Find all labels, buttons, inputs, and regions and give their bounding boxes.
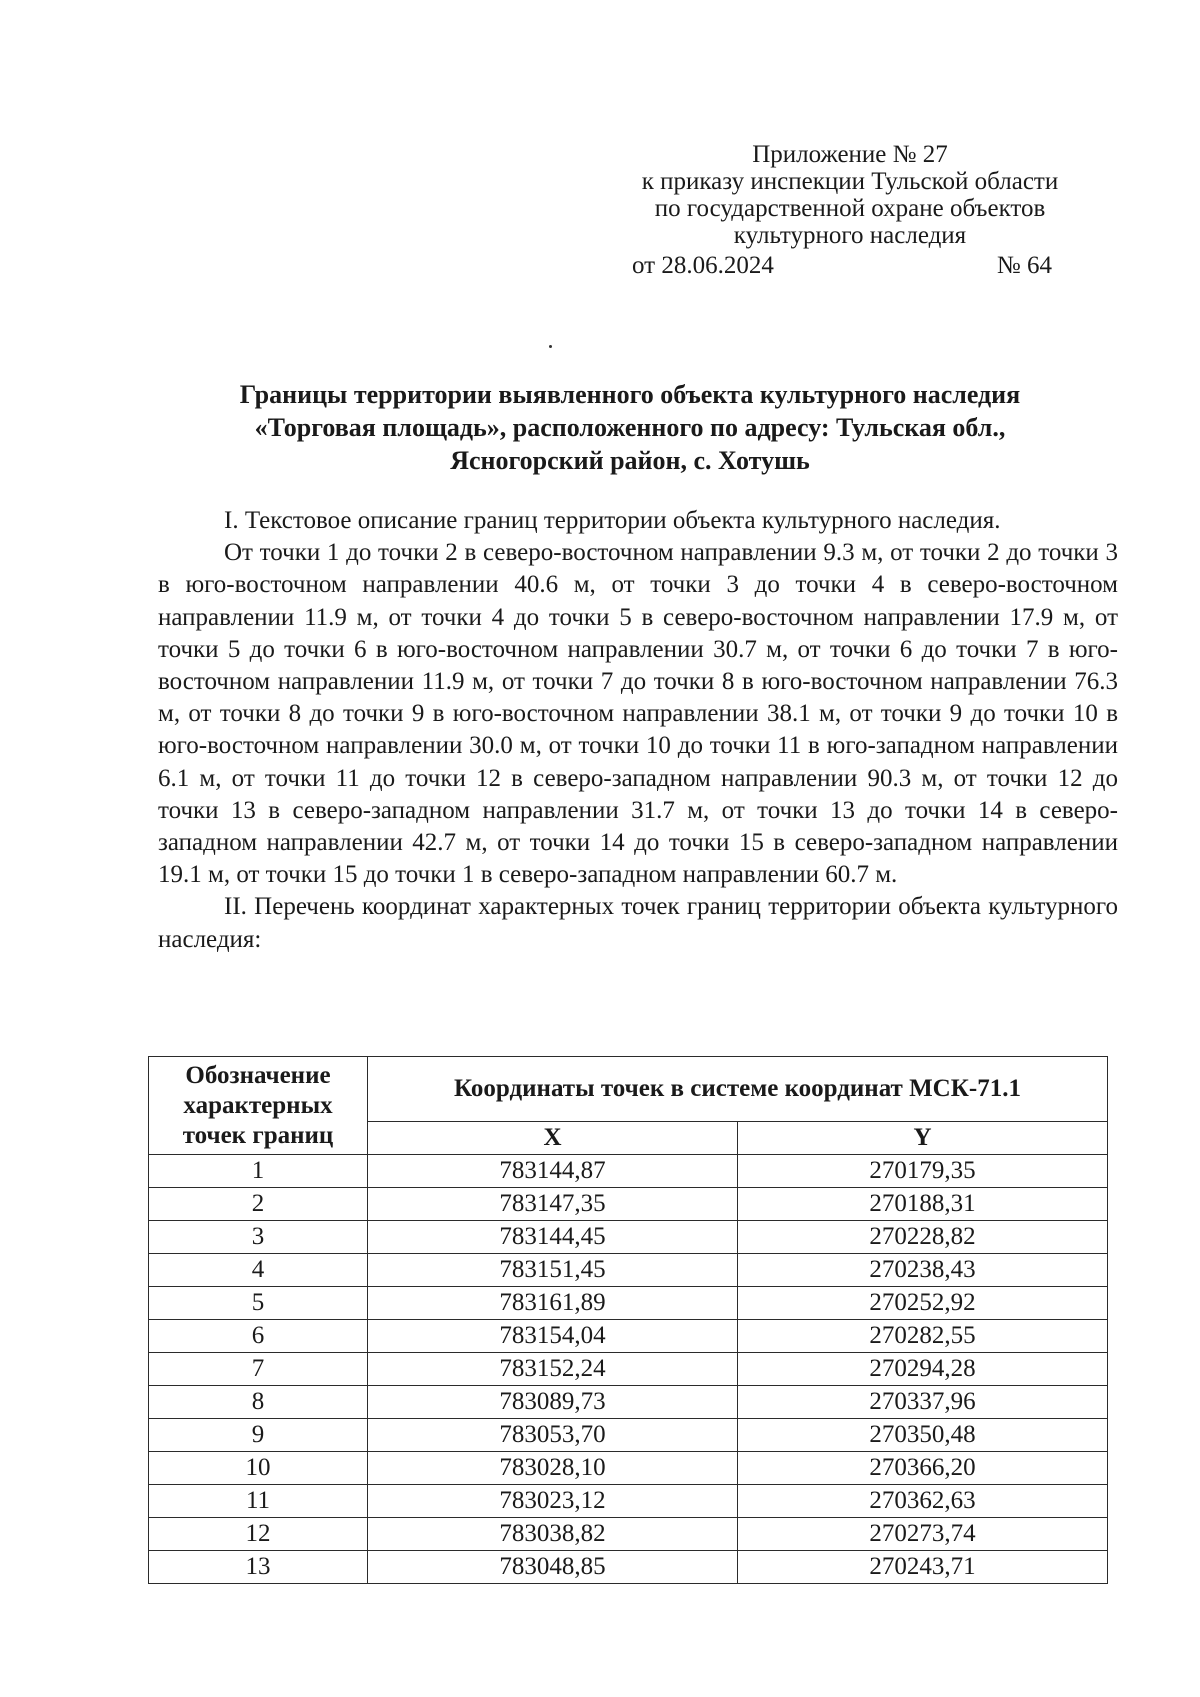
header-line: к приказу инспекции Тульской области [641, 168, 1059, 195]
y-coordinate-cell: 270294,28 [737, 1353, 1107, 1386]
point-number-cell: 8 [149, 1386, 368, 1419]
x-coordinate-cell: 783023,12 [368, 1485, 738, 1518]
point-number-cell: 1 [149, 1155, 368, 1188]
table-row [149, 1287, 1108, 1320]
table-row [149, 1386, 1108, 1419]
x-coordinate-cell: 783053,70 [368, 1419, 738, 1452]
table-row [149, 1551, 1108, 1584]
y-coordinate-cell: 270228,82 [737, 1221, 1107, 1254]
header-line: Приложение № 27 [752, 141, 948, 168]
y-coordinate-cell: 270179,35 [737, 1155, 1107, 1188]
y-coordinate-cell: 270366,20 [737, 1452, 1107, 1485]
x-coordinate-cell: 783089,73 [368, 1386, 738, 1419]
table-row [149, 1452, 1108, 1485]
x-coordinate-cell: 783151,45 [368, 1254, 738, 1287]
x-coordinate-cell: 783154,04 [368, 1320, 738, 1353]
table-row [149, 1221, 1108, 1254]
table-row [149, 1485, 1108, 1518]
point-number-cell: 9 [149, 1419, 368, 1452]
x-coordinate-cell: 783028,10 [368, 1452, 738, 1485]
y-coordinate-cell: 270252,92 [737, 1287, 1107, 1320]
y-coordinate-cell: 270350,48 [737, 1419, 1107, 1452]
point-number-cell: 5 [149, 1287, 368, 1320]
header-line: культурного наследия [733, 222, 967, 249]
table-row [149, 1188, 1108, 1221]
order-date-number [632, 252, 1052, 282]
point-number-cell: 4 [149, 1254, 368, 1287]
y-coordinate-cell: 270282,55 [737, 1320, 1107, 1353]
point-number-cell: 6 [149, 1320, 368, 1353]
y-coordinate-cell: 270188,31 [737, 1188, 1107, 1221]
column-header-point: Обозначение характерных точек границ [149, 1057, 368, 1155]
header-line: по государственной охране объектов [654, 195, 1046, 222]
y-coordinate-cell: 270362,63 [737, 1485, 1107, 1518]
title-line: Границы территории выявленного объекта культурного наследия [239, 380, 1021, 409]
coordinates-table-body [149, 1155, 1108, 1584]
y-coordinate-cell: 270243,71 [737, 1551, 1107, 1584]
appendix-header [590, 141, 1110, 249]
order-number: № 64 [996, 252, 1052, 279]
x-coordinate-cell: 783144,87 [368, 1155, 738, 1188]
y-coordinate-cell: 270337,96 [737, 1386, 1107, 1419]
section-2-heading: II. Перечень координат характерных точек границ территории объекта культурного наследия: [158, 893, 1118, 953]
table-row [149, 1320, 1108, 1353]
table-row [149, 1155, 1108, 1188]
point-number-cell: 3 [149, 1221, 368, 1254]
speck-mark [549, 345, 552, 348]
coordinates-table [148, 1056, 1108, 1584]
point-number-cell: 2 [149, 1188, 368, 1221]
column-header-x: X [368, 1122, 738, 1155]
x-coordinate-cell: 783152,24 [368, 1353, 738, 1386]
point-number-cell: 13 [149, 1551, 368, 1584]
x-coordinate-cell: 783161,89 [368, 1287, 738, 1320]
document-title [160, 378, 1100, 477]
column-header-y: Y [737, 1122, 1107, 1155]
title-line: «Торговая площадь», расположенного по адресу: Тульская обл., [254, 413, 1006, 442]
table-row [149, 1419, 1108, 1452]
table-row [149, 1254, 1108, 1287]
x-coordinate-cell: 783144,45 [368, 1221, 738, 1254]
point-number-cell: 7 [149, 1353, 368, 1386]
table-row [149, 1353, 1108, 1386]
y-coordinate-cell: 270238,43 [737, 1254, 1107, 1287]
x-coordinate-cell: 783147,35 [368, 1188, 738, 1221]
x-coordinate-cell: 783038,82 [368, 1518, 738, 1551]
body-text [158, 505, 1118, 956]
order-date: от 28.06.2024 [632, 252, 774, 279]
table-row [149, 1518, 1108, 1551]
point-number-cell: 11 [149, 1485, 368, 1518]
y-coordinate-cell: 270273,74 [737, 1518, 1107, 1551]
point-number-cell: 12 [149, 1518, 368, 1551]
title-line: Ясногорский район, с. Хотушь [450, 446, 810, 475]
point-number-cell: 10 [149, 1452, 368, 1485]
section-1-heading: I. Текстовое описание границ территории объекта культурного наследия. [224, 507, 1001, 534]
column-header-coords: Координаты точек в системе координат МСК-71.1 [368, 1057, 1108, 1122]
section-1-text: От точки 1 до точки 2 в северо-восточном направлении 9.3 м, от точки 2 до точки 3 в юго-восточном направлении 40.6 м, от точки 3 до точки 4 в северо-восточном направлении 11.9 м, от точки 4 до точки 5 в северо-восточном направлении 17.9 м, от точки 5 до точки 6 в юго-восточном направлении 30.7 м, от точки 6 до точки 7 в юго-восточном направлении 11.9 м, от точки 7 до точки 8 в юго-восточном направлении 76.3 м, от точки 8 до точки 9 в юго-восточном направлении 38.1 м, от точки 9 до точки 10 в юго-восточном направлении 30.0 м, от точки 10 до точки 11 в юго-западном направлении 6.1 м, от точки 11 до точки 12 в северо-западном направлении 90.3 м, от точки 12 до точки 13 в северо-западном направлении 31.7 м, от точки 13 до точки 14 в северо-западном направлении 42.7 м, от точки 14 до точки 15 в северо-западном направлении 19.1 м, от точки 15 до точки 1 в северо-западном направлении 60.7 м. [158, 539, 1118, 889]
x-coordinate-cell: 783048,85 [368, 1551, 738, 1584]
